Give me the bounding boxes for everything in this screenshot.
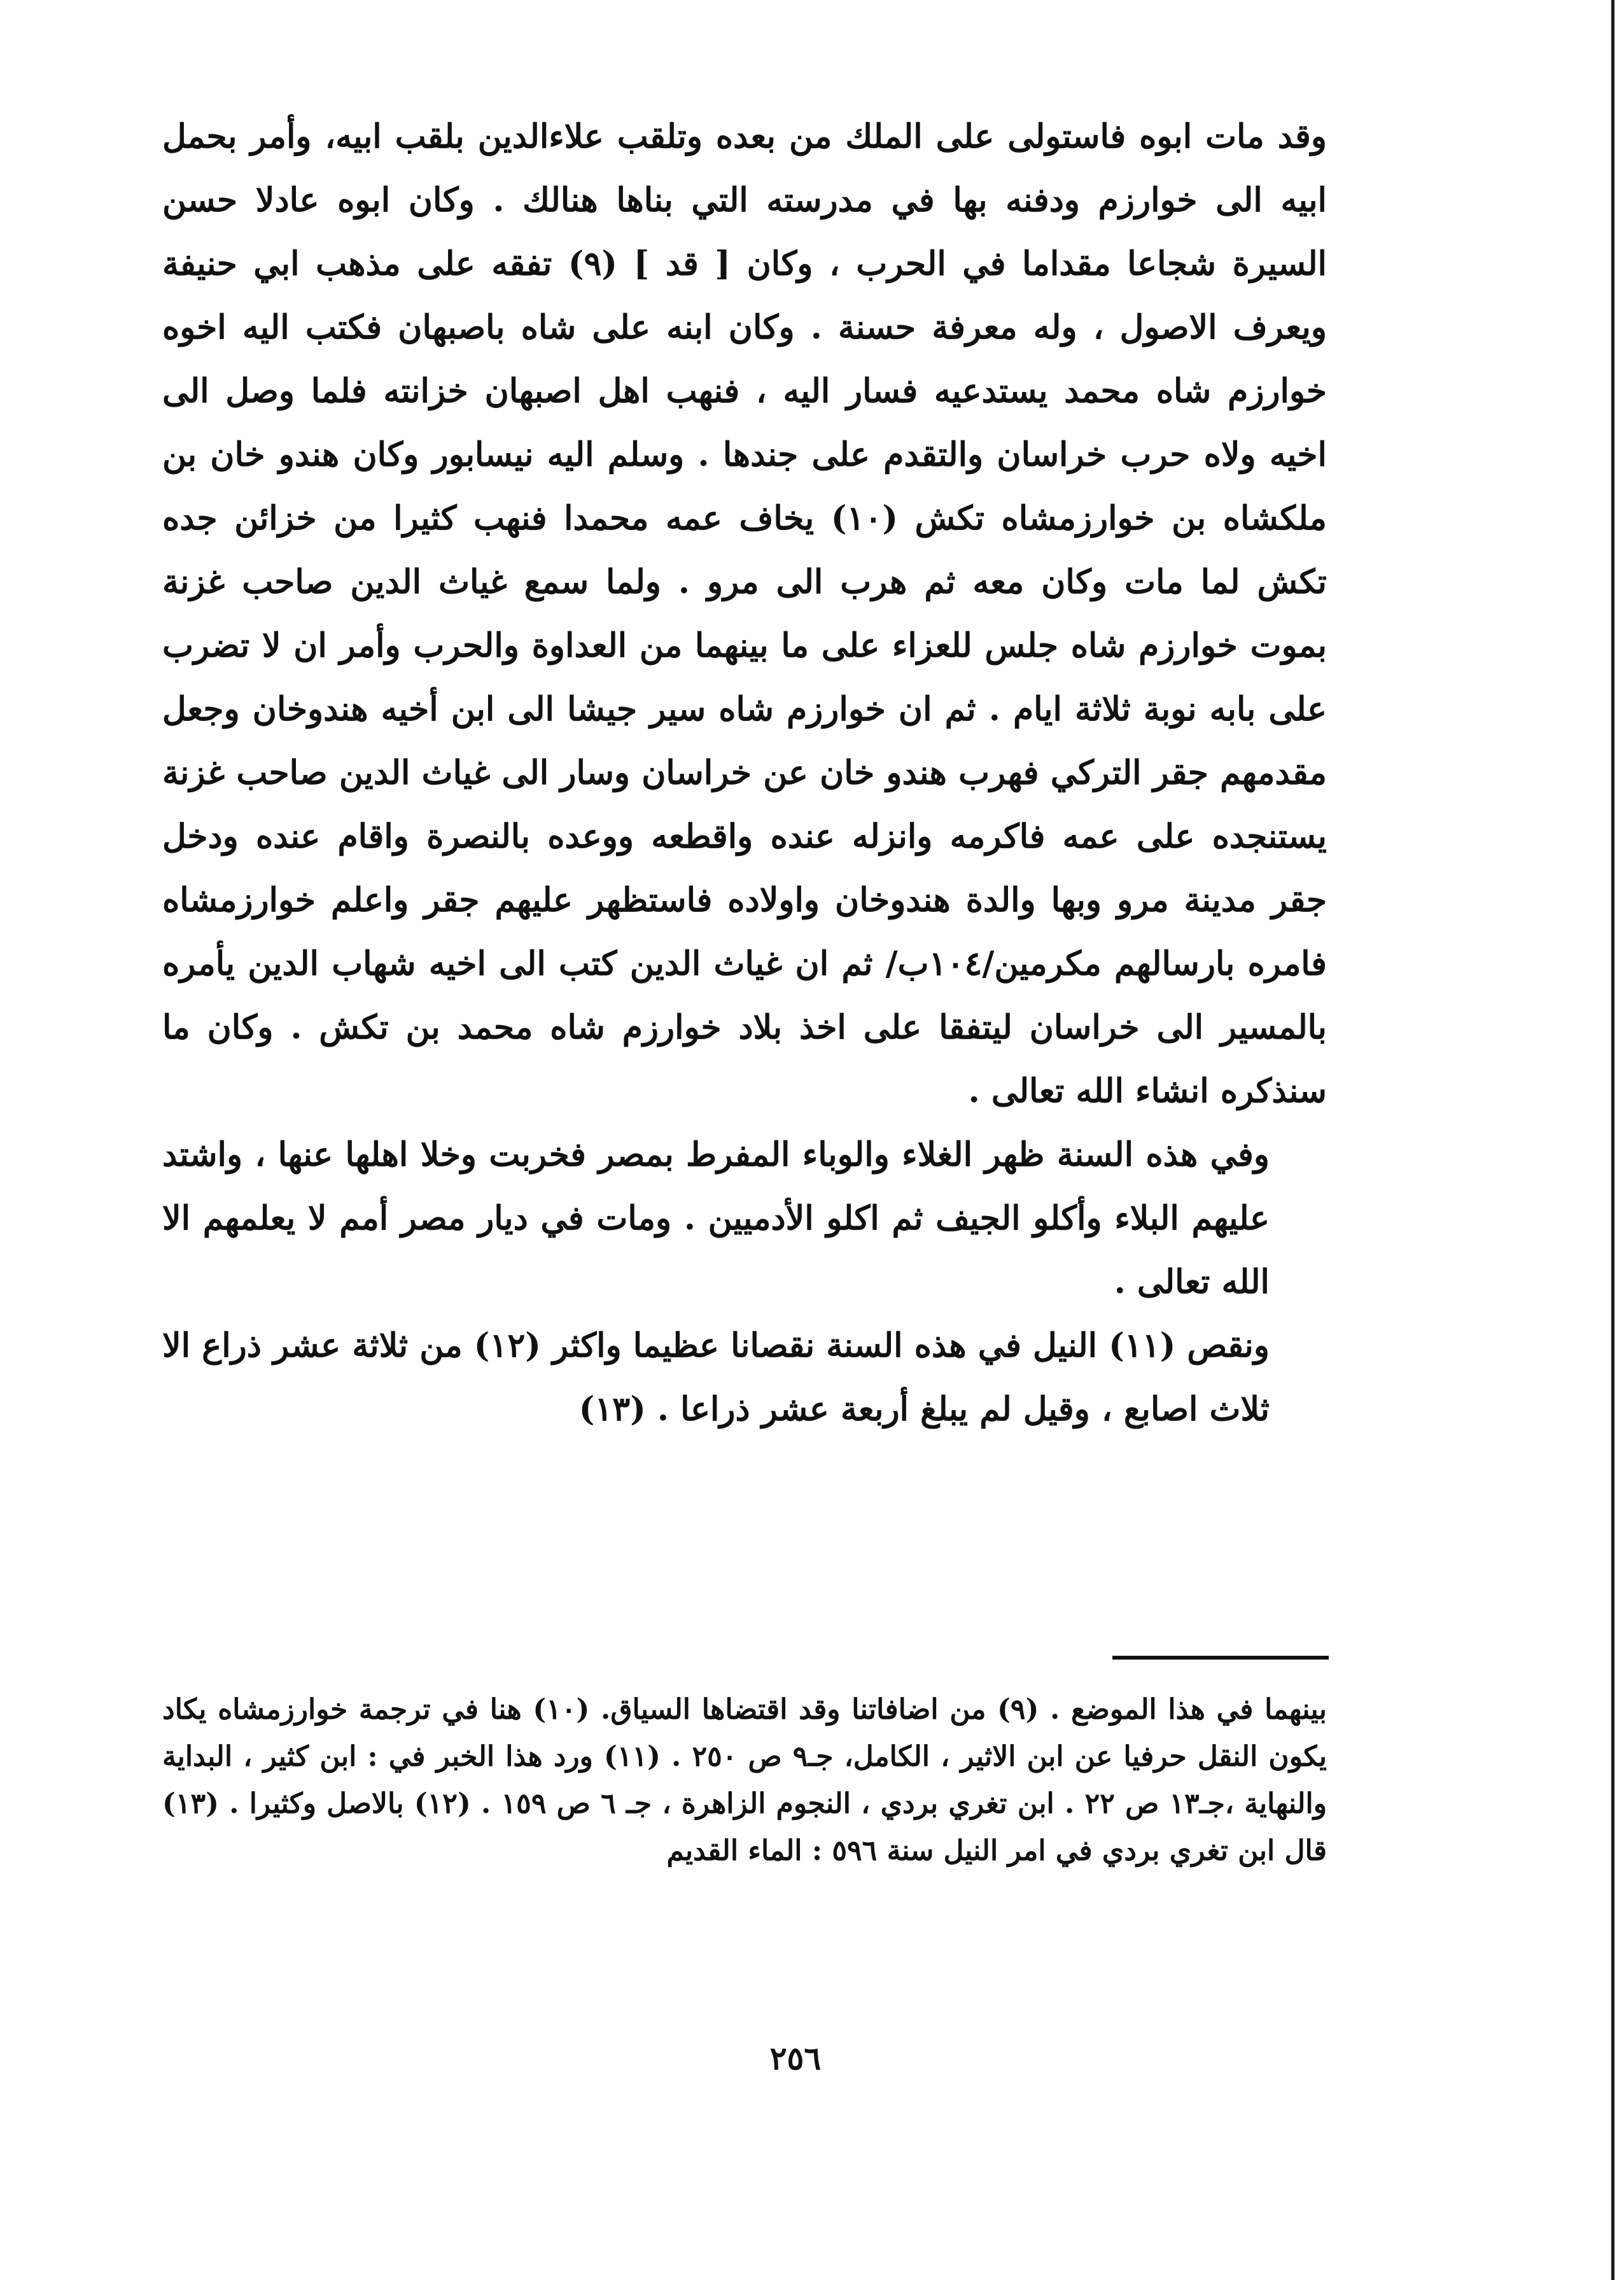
paragraph-2: وفي هذه السنة ظهر الغلاء والوباء المفرط بمصر فخربت وخلا اهلها عنها ، واشتد عليهم البلاء وأكلو الجيف ثم اكلو الأدميين . ومات في ديار مصر أمم لا يعلمهم الا الله تعالى . — [162, 1135, 1270, 1301]
page-number: ٢٥٦ — [769, 2039, 822, 2077]
footnotes-text: بينهما في هذا الموضع . (٩) من اضافاتنا وقد اقتضاها السياق. (١٠) هنا في ترجمة خوارزمشاه يكاد يكون النقل حرفيا عن ابن الاثير ، الكامل، جـ٩ ص ٢٥٠ . (١١) ورد هذا الخبر في : ابن كثير ، البداية والنهاية ،جـ١٣ ص ٢٢ . ابن تغري بردي ، النجوم الزاهرة ، جـ ٦ ص ١٥٩ . (١٢) بالاصل وكثيرا . (١٣) قال ابن تغري بردي في امر النيل سنة ٥٩٦ : الماء القديم — [162, 1693, 1327, 1867]
footnote-separator — [1112, 1656, 1329, 1660]
main-text-block — [162, 105, 1327, 1441]
scan-edge-line — [1611, 0, 1614, 2280]
paragraph-1: وقد مات ابوه فاستولى على الملك من بعده وتلقب علاءالدين بلقب ابيه، وأمر بحمل ابيه الى خوارزم ودفنه بها في مدرسته التي بناها هنالك . وكان ابوه عادلا حسن السيرة شجاعا مقداما في الحرب ، وكان [ قد ] (٩) تفقه على مذهب ابي حنيفة ويعرف الاصول ، وله معرفة حسنة . وكان ابنه على شاه باصبهان فكتب اليه اخوه خوارزم شاه محمد يستدعيه فسار اليه ، فنهب اهل اصبهان خزانته فلما وصل الى اخيه ولاه حرب خراسان والتقدم على جندها . وسلم اليه نيسابور وكان هندو خان بن ملكشاه بن خوارزمشاه تكش (١٠) يخاف عمه محمدا فنهب كثيرا من خزائن جده تكش لما مات وكان معه ثم هرب الى مرو . ولما سمع غياث الدين صاحب غزنة بموت خوارزم شاه جلس للعزاء على ما بينهما من العداوة والحرب وأمر ان لا تضرب على بابه نوبة ثلاثة ايام . ثم ان خوارزم شاه سير جيشا الى ابن أخيه هندوخان وجعل مقدمهم جقر التركي فهرب هندو خان عن خراسان وسار الى غياث الدين صاحب غزنة يستنجده على عمه فاكرمه وانزله عنده واقطعه ووعده بالنصرة واقام عنده ودخل جقر مدينة مرو وبها والدة هندوخان واولاده فاستظهر عليهم جقر واعلم خوارزمشاه فامره بارسالهم مكرمين/١٠٤ب/ ثم ان غياث الدين كتب الى اخيه شهاب الدين يأمره بالمسير الى خراسان ليتفقا على اخذ بلاد خوارزم شاه محمد بن تكش . وكان ما سنذكره انشاء الله تعالى . — [162, 117, 1327, 1110]
footnotes-block — [162, 1686, 1327, 1875]
paragraph-3: ونقص (١١) النيل في هذه السنة نقصانا عظيما واكثر (١٢) من ثلاثة عشر ذراع الا ثلاث اصابع ، وقيل لم يبلغ أربعة عشر ذراعا . (١٣) — [162, 1326, 1270, 1429]
